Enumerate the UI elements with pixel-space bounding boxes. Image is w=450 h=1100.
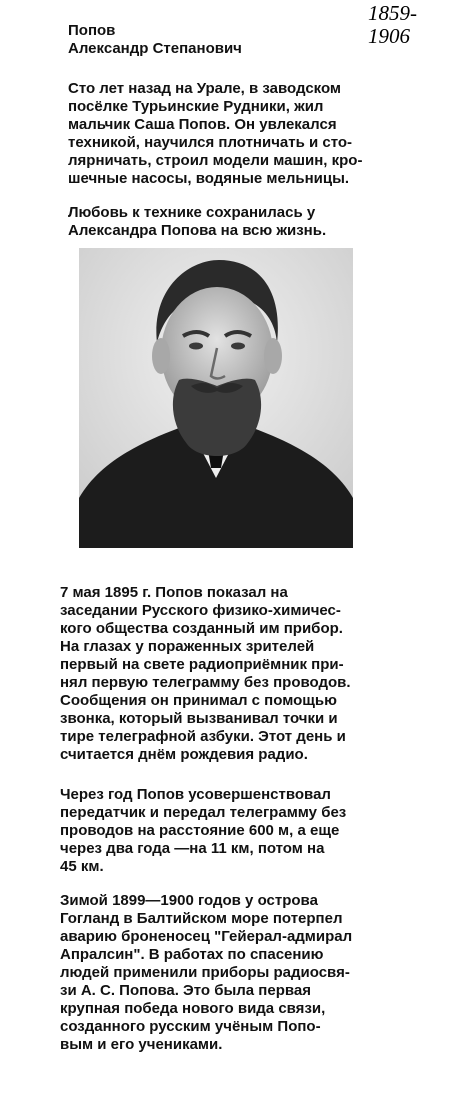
portrait-illustration (79, 248, 353, 548)
paragraph-love-of-technology: Любовь к технике сохранилась у Александра Попова на всю жизнь. (68, 204, 327, 239)
right-eye (231, 343, 245, 350)
person-name-heading (68, 22, 368, 58)
paragraph-transmitter: Через год Попов усовершенствовал передатчик и передал телеграмму без проводов на расстояние 600 м, а еще через два года —на 11 км, потом на 45 км. (60, 786, 347, 875)
years-of-life (368, 2, 417, 48)
paragraph-first-radio: 7 мая 1895 г. Попов показал на заседании Русского физико-химичес- кого общества созданный им прибор. На глазах у пораженных зрителей первый на свете радиоприёмник при- нял первую телеграмму без проводов. Сообщения он принимал с помощью звонка, который вызванивал точки и тире телеграфной азбуки. Этот день и считается днём рождевия радио. (60, 584, 351, 763)
death-year: 1906 (368, 24, 410, 48)
paragraph-childhood: Сто лет назад на Урале, в заводском посёлке Турьинские Рудники, жил мальчик Саша Попов. Он увлекался техникой, научился плотничать и сто- лярничать, строил модели машин, кро- шечные насосы, водяные мельницы. (68, 80, 363, 187)
right-ear (264, 338, 282, 374)
paragraph-rescue: Зимой 1899—1900 годов у острова Гогланд в Балтийском море потерпел аварию броненосец "Гейерал-адмирал Апралсин". В работах по спасению людей применили приборы радиосвя- зи А. С. Попова. Это была первая крупная победа нового вида связи, созданного русским учёным Попо- вым и его учениками. (60, 892, 353, 1053)
left-ear (152, 338, 170, 374)
birth-year: 1859- (368, 1, 417, 25)
surname: Попов (68, 22, 116, 39)
given-name: Александр Степанович (68, 40, 242, 57)
left-eye (189, 343, 203, 350)
portrait-photo (79, 248, 353, 548)
